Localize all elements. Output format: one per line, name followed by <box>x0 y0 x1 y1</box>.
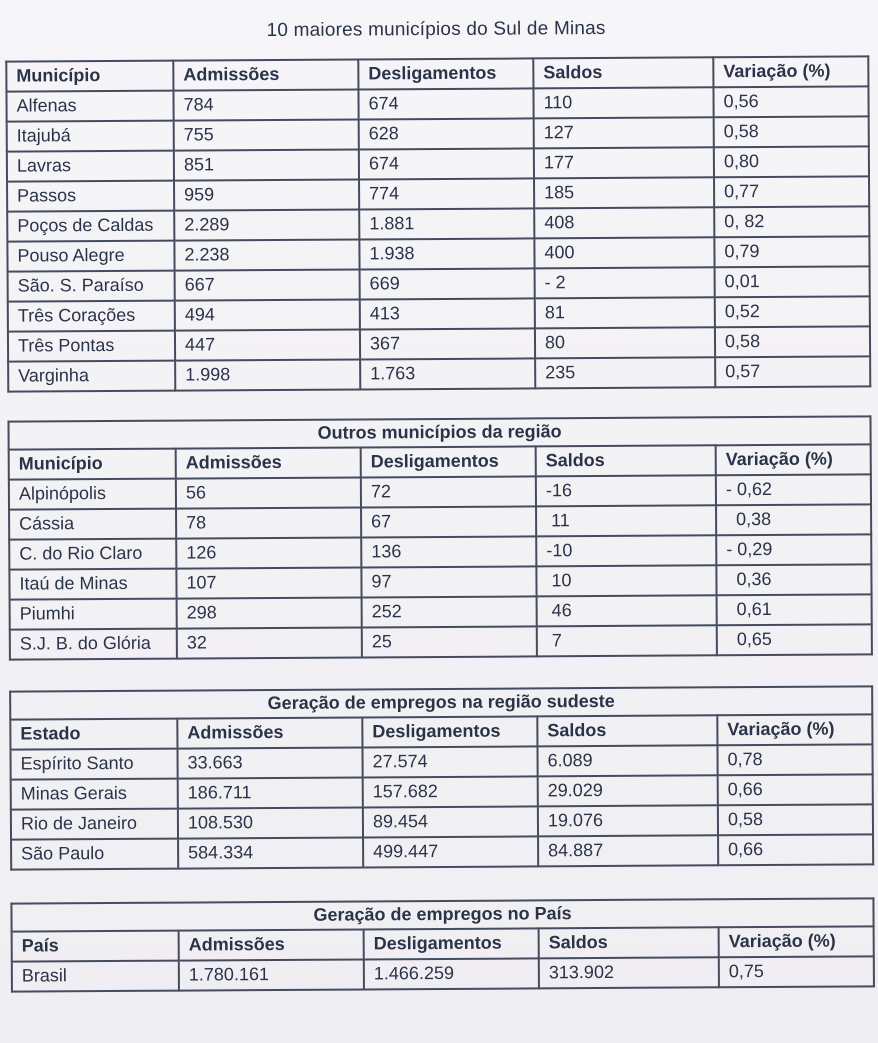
value-cell: 400 <box>534 237 714 268</box>
column-header: Desligamentos <box>361 446 536 477</box>
table-pais <box>10 897 875 992</box>
value-cell: 110 <box>533 87 713 118</box>
value-cell: 10 <box>536 565 716 596</box>
row-label-cell: Itaú de Minas <box>9 569 176 600</box>
column-header: Admissões <box>173 59 358 90</box>
value-cell: 33.663 <box>177 747 362 778</box>
row-label-cell: Rio de Janeiro <box>11 809 178 840</box>
value-cell: 1.763 <box>360 358 535 389</box>
column-header: Desligamentos <box>364 928 539 959</box>
value-cell: 0,66 <box>718 774 873 805</box>
column-header: País <box>12 931 179 962</box>
value-cell: 1.780.161 <box>179 959 364 990</box>
value-cell: - 0,62 <box>716 474 871 505</box>
column-header: Variação (%) <box>717 714 872 745</box>
value-cell: 2.289 <box>174 209 359 240</box>
table-row <box>10 624 872 659</box>
value-cell: 0,78 <box>717 744 872 775</box>
value-cell: 628 <box>359 118 534 149</box>
value-cell: 89.454 <box>363 806 538 837</box>
table-caption: Outros municípios da região <box>8 416 870 449</box>
row-label-cell: Passos <box>7 181 174 212</box>
row-label-cell: Minas Gerais <box>11 779 178 810</box>
row-label-cell: Pouso Alegre <box>7 241 174 272</box>
value-cell: 127 <box>534 117 714 148</box>
value-cell: 367 <box>360 328 535 359</box>
value-cell: 0,58 <box>715 326 870 357</box>
row-label-cell: Varginha <box>8 361 175 392</box>
value-cell: 667 <box>175 269 360 300</box>
value-cell: 185 <box>534 177 714 208</box>
value-cell: 78 <box>176 507 361 538</box>
value-cell: 2.238 <box>174 239 359 270</box>
value-cell: 784 <box>173 89 358 120</box>
value-cell: 67 <box>361 506 536 537</box>
column-header: Saldos <box>539 927 719 958</box>
value-cell: 126 <box>176 537 361 568</box>
column-header: Admissões <box>177 717 362 748</box>
table-caption: Geração de empregos no País <box>11 898 873 931</box>
value-cell: 56 <box>176 477 361 508</box>
value-cell: 499.447 <box>363 836 538 867</box>
column-header: Variação (%) <box>713 56 868 87</box>
row-label-cell: Brasil <box>12 961 179 992</box>
value-cell: 0,61 <box>717 594 872 625</box>
value-cell: 755 <box>174 119 359 150</box>
value-cell: 298 <box>177 597 362 628</box>
document-title: 10 maiores municípios do Sul de Minas <box>266 17 606 42</box>
row-label-cell: Poços de Caldas <box>7 211 174 242</box>
row-label-cell: São. S. Paraíso <box>8 271 175 302</box>
value-cell: 1.466.259 <box>364 958 539 989</box>
value-cell: 32 <box>177 627 362 658</box>
value-cell: 177 <box>534 147 714 178</box>
column-header: Admissões <box>179 929 364 960</box>
value-cell: 408 <box>534 207 714 238</box>
value-cell: 1.998 <box>175 359 360 390</box>
row-label-cell: Lavras <box>7 151 174 182</box>
value-cell: 413 <box>360 298 535 329</box>
value-cell: 27.574 <box>362 746 537 777</box>
column-header: Município <box>9 449 176 480</box>
value-cell: 108.530 <box>178 807 363 838</box>
value-cell: 7 <box>537 625 717 656</box>
table-row <box>12 956 874 991</box>
column-header: Município <box>6 61 173 92</box>
column-header: Admissões <box>176 447 361 478</box>
row-label-cell: Espírito Santo <box>10 749 177 780</box>
column-header: Desligamentos <box>358 58 533 89</box>
column-header: Estado <box>10 719 177 750</box>
value-cell: 1.881 <box>359 208 534 239</box>
row-label-cell: Cássia <box>9 509 176 540</box>
value-cell: -16 <box>536 475 716 506</box>
value-cell: 107 <box>176 567 361 598</box>
value-cell: 0, 82 <box>714 206 869 237</box>
value-cell: 0,52 <box>715 296 870 327</box>
value-cell: 674 <box>358 88 533 119</box>
value-cell: 313.902 <box>539 957 719 988</box>
value-cell: -10 <box>536 535 716 566</box>
value-cell: - 2 <box>535 267 715 298</box>
value-cell: 97 <box>361 566 536 597</box>
value-cell: 0,38 <box>716 504 871 535</box>
column-header: Saldos <box>537 715 717 746</box>
value-cell: 494 <box>175 299 360 330</box>
row-label-cell: Alfenas <box>6 91 173 122</box>
column-header: Variação (%) <box>719 926 874 957</box>
value-cell: 851 <box>174 149 359 180</box>
value-cell: 1.938 <box>359 238 534 269</box>
table-row <box>11 834 873 869</box>
value-cell: 157.682 <box>363 776 538 807</box>
value-cell: 0,65 <box>717 624 872 655</box>
row-label-cell: Alpinópolis <box>9 479 176 510</box>
value-cell: 0,56 <box>713 86 868 117</box>
value-cell: 447 <box>175 329 360 360</box>
value-cell: 0,58 <box>714 116 869 147</box>
table-row <box>8 356 870 391</box>
value-cell: - 0,29 <box>716 534 871 565</box>
value-cell: 669 <box>360 268 535 299</box>
value-cell: 46 <box>537 595 717 626</box>
value-cell: 0,80 <box>714 146 869 177</box>
value-cell: 235 <box>535 357 715 388</box>
value-cell: 80 <box>535 327 715 358</box>
value-cell: 81 <box>535 297 715 328</box>
row-label-cell: Piumhi <box>10 599 177 630</box>
table-regiao-sudeste <box>9 685 874 870</box>
value-cell: 6.089 <box>537 745 717 776</box>
row-label-cell: C. do Rio Claro <box>9 539 176 570</box>
value-cell: 84.887 <box>538 835 718 866</box>
table-outros-municipios <box>7 415 873 660</box>
value-cell: 19.076 <box>538 805 718 836</box>
table-10-maiores-municipios <box>5 55 871 392</box>
row-label-cell: Três Corações <box>8 301 175 332</box>
value-cell: 674 <box>359 148 534 179</box>
row-label-cell: São Paulo <box>11 839 178 870</box>
value-cell: 0,79 <box>714 236 869 267</box>
column-header: Saldos <box>536 445 716 476</box>
value-cell: 136 <box>361 536 536 567</box>
value-cell: 959 <box>174 179 359 210</box>
value-cell: 72 <box>361 476 536 507</box>
value-cell: 0,58 <box>718 804 873 835</box>
value-cell: 11 <box>536 505 716 536</box>
value-cell: 29.029 <box>538 775 718 806</box>
table-caption: Geração de empregos na região sudeste <box>10 686 872 719</box>
value-cell: 0,01 <box>715 266 870 297</box>
value-cell: 25 <box>362 626 537 657</box>
row-label-cell: Três Pontas <box>8 331 175 362</box>
value-cell: 252 <box>362 596 537 627</box>
column-header: Variação (%) <box>716 444 871 475</box>
value-cell: 0,66 <box>718 834 873 865</box>
column-header: Saldos <box>533 57 713 88</box>
value-cell: 584.334 <box>178 837 363 868</box>
value-cell: 186.711 <box>178 777 363 808</box>
row-label-cell: S.J. B. do Glória <box>10 629 177 660</box>
value-cell: 0,57 <box>715 356 870 387</box>
value-cell: 0,75 <box>719 956 874 987</box>
value-cell: 774 <box>359 178 534 209</box>
document-page <box>5 16 873 992</box>
row-label-cell: Itajubá <box>7 121 174 152</box>
value-cell: 0,36 <box>716 564 871 595</box>
value-cell: 0,77 <box>714 176 869 207</box>
column-header: Desligamentos <box>362 716 537 747</box>
